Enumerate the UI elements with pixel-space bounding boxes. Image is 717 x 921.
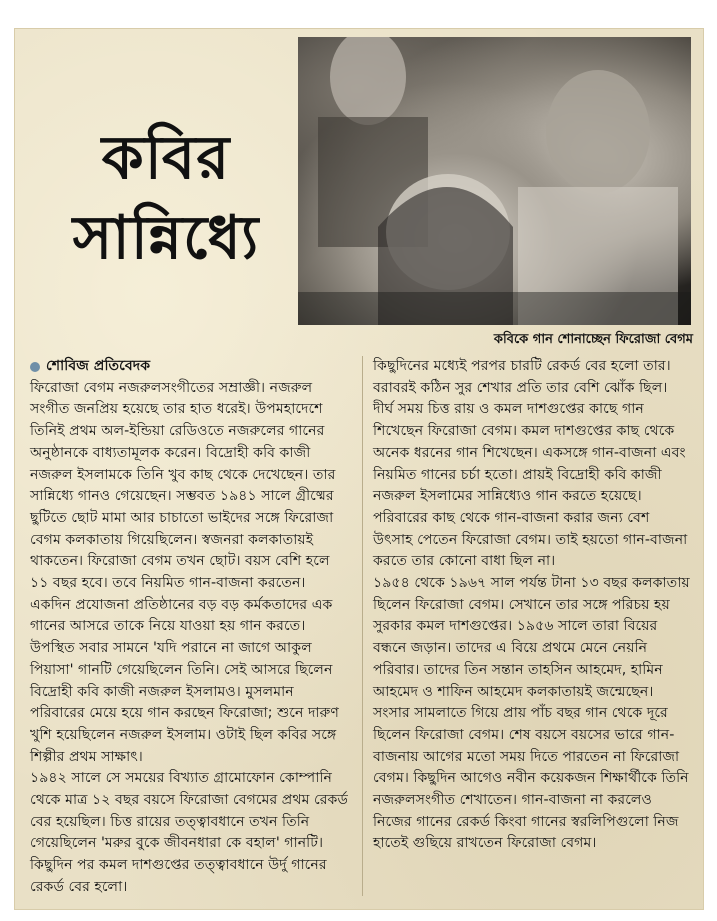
headline: [36, 118, 296, 278]
archival-photo: [298, 37, 691, 325]
photo-caption: কবিকে গান শোনাচ্ছেন ফিরোজা বেগম: [493, 332, 693, 347]
bullet-icon: [30, 362, 40, 372]
paragraph: ফিরোজা বেগম নজরুলসংগীতের সম্রাজ্ঞী। নজরুল সংগীত জনপ্রিয় হয়েছে তার হাত ধরেই। উপমহাদেশে তিনিই প্রথম অল-ইন্ডিয়া রেডিওতে নজরুলের গানের অনুষ্ঠানকে বাধ্যতামূলক করেন। বিদ্রোহী কবি কাজী নজরুল ইসলামকে তিনি খুব কাছ থেকে দেখেছেন। তার সান্নিধ্যে গানও গেয়েছেন। সম্ভবত ১৯৪১ সালে গ্রীষ্মের ছুটিতে ছোট মামা আর চাচাতো ভাইদের সঙ্গে ফিরোজা বেগম কলকাতায় গিয়েছিলেন। স্বজনরা কলকাতায়ই থাকতেন। ফিরোজা বেগম তখন ছোট। বয়স বেশি হলে ১১ বছর হবে। তবে নিয়মিত গান-বাজনা করতেন। একদিন প্রযোজনা প্রতিষ্ঠানের বড় বড় কর্মকতাদের এক গানের আসরে তাকে নিয়ে যাওয়া হয় গান করতে। উপস্থিত সবার সামনে 'যদি পরানে না জাগে আকুল পিয়াসা' গানটি গেয়েছিলেন তিনি। সেই আসরে ছিলেন বিদ্রোহী কবি কাজী নজরুল ইসলামও। মুসলমান পরিবারের মেয়ে হয়ে গান করছেন ফিরোজা; শুনে দারুণ খুশি হয়েছিলেন নজরুল ইসলাম। ওটাই ছিল কবির সঙ্গে শিল্পীর প্রথম সাক্ষাৎ।: [30, 379, 340, 765]
headline-line-2: সান্নিধ্যে: [72, 203, 260, 273]
byline: [30, 356, 350, 378]
paragraph: ১৯৫৪ থেকে ১৯৬৭ সাল পর্যন্ত টানা ১৩ বছর কলকাতায় ছিলেন ফিরোজা বেগম। সেখানে তার সঙ্গে পরিচয় হয় সুরকার কমল দাশগুপ্তের। ১৯৫৬ সালে তারা বিয়ের বন্ধনে জড়ান। তাদের এ বিয়ে প্রথমে মেনে নেয়নি পরিবার। তাদের তিন সন্তান তাহসিন আহমেদ, হামিন আহমেদ ও শাফিন আহমেদ কলকাতায়ই জন্মেছেন। সংসার সামলাতে গিয়ে প্রায় পাঁচ বছর গান থেকে দূরে ছিলেন ফিরোজা বেগম। শেষ বয়সে বয়সের ভারে গান-বাজনায় আগের মতো সময় দিতে পারতেন না ফিরোজা বেগম। কিছুদিন আগেও নবীন কয়েকজন শিক্ষার্থীকে তিনি নজরুলসংগীত শেখাতেন। গান-বাজনা না করলেও নিজের গানের রেকর্ড কিংবা গানের স্বরলিপিগুলো নিজ হাতেই গুছিয়ে রাখতেন ফিরোজা বেগম।: [373, 575, 690, 852]
article-column-right: [373, 356, 691, 855]
headline-line-1: কবির: [101, 123, 231, 193]
paragraph: দীর্ঘ সময় চিত্ত রায় ও কমল দাশগুপ্তের কাছে গান শিখেছেন ফিরোজা বেগম। কমল দাশগুপ্তের কাছ থেকে অনেক ধরনের গান শিখেছেন। একসঙ্গে গান-বাজনা এবং নিয়মিত গানের চর্চা হতো। প্রায়ই বিদ্রোহী কবি কাজী নজরুল ইসলামের সান্নিধ্যেও গান করতে হয়েছে। পরিবারের কাছ থেকে গান-বাজনা করার জন্য বেশ উৎসাহ পেতেন ফিরোজা বেগম। তাই হয়তো গান-বাজনা করতে তার কোনো বাধা ছিল না।: [373, 401, 688, 570]
article-column-left: [30, 356, 350, 899]
paragraph: কিছুদিনের মধ্যেই পরপর চারটি রেকর্ড বের হলো তার। বরাবরই কঠিন সুর শেখার প্রতি তার বেশি ঝোঁক ছিল।: [373, 358, 671, 396]
paragraph: ১৯৪২ সালে সে সময়ের বিখ্যাত গ্রামোফোন কোম্পানি থেকে মাত্র ১২ বছর বয়সে ফিরোজা বেগমের প্রথম রেকর্ড বের হয়েছিল। চিত্ত রায়ের তত্ত্বাবধানে তখন তিনি গেয়েছিলেন 'মরুর বুকে জীবনধারা কে বহাল' গানটি। কিছুদিন পর কমল দাশগুপ্তের তত্ত্বাবধানে উর্দু গানের রেকর্ড বের হলো।: [30, 770, 348, 895]
photo-illustration: [298, 37, 691, 325]
column-divider: [362, 356, 363, 896]
byline-text: শোবিজ প্রতিবেদক: [46, 358, 151, 374]
